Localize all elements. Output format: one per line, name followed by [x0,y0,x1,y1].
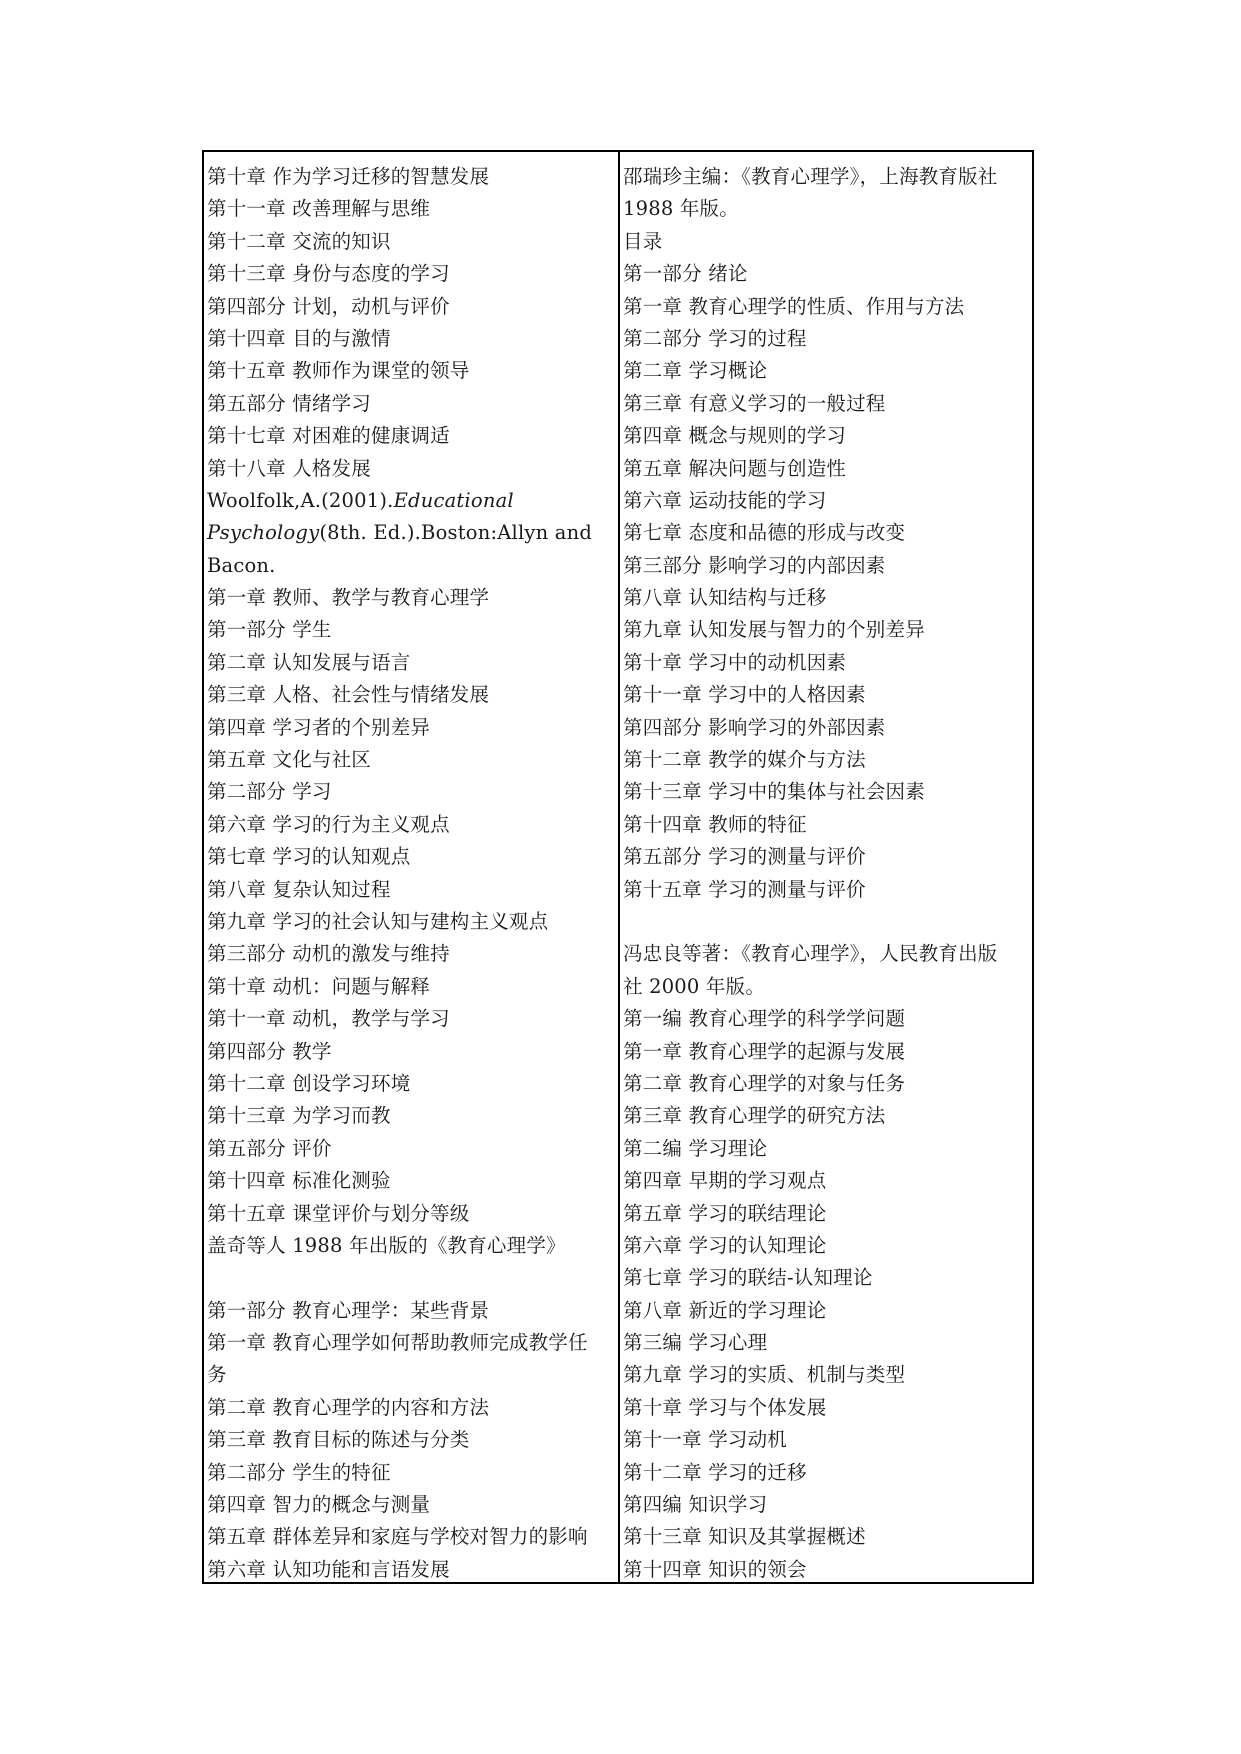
left-column-line: 第一部分 学生 [207,618,332,642]
right-column-line: 第二章 学习概论 [623,359,768,383]
right-column-line: 第七章 学习的联结-认知理论 [623,1266,873,1290]
right-column-line: 第三章 教育心理学的研究方法 [623,1104,886,1128]
left-column-line: 第十三章 为学习而教 [207,1104,391,1128]
left-column-line: 第十四章 标准化测验 [207,1169,391,1193]
table-of-contents-table [202,150,1034,1584]
left-column-line: 第十三章 身份与态度的学习 [207,262,450,286]
left-column-line: 第三部分 动机的激发与维持 [207,942,450,966]
right-column-line: 第三章 有意义学习的一般过程 [623,391,886,415]
right-column-line: 第一章 教育心理学的起源与发展 [623,1039,906,1063]
right-column-line: 第四部分 影响学习的外部因素 [623,715,886,739]
left-column-line: 第七章 学习的认知观点 [207,845,411,869]
right-column-line: 第五章 学习的联结理论 [623,1201,827,1225]
right-column-line: 第三编 学习心理 [623,1331,768,1355]
left-column-line: 盖奇等人 1988 年出版的《教育心理学》 [207,1233,566,1257]
right-column-line: 邵瑞珍主编：《教育心理学》，上海教育版社 [623,165,998,188]
right-column-line: 第七章 态度和品德的形成与改变 [623,521,906,545]
left-column-line: 第十一章 动机，教学与学习 [207,1007,450,1031]
right-column-line: 第二部分 学习的过程 [623,326,807,350]
left-column-line: 第十四章 目的与激情 [207,326,391,350]
right-column-line: 第一章 教育心理学的性质、作用与方法 [623,294,965,318]
right-column-line: 第十章 学习中的动机因素 [623,650,847,674]
left-column-line: 第六章 认知功能和言语发展 [207,1557,450,1581]
left-column-line: 第三章 人格、社会性与情绪发展 [207,683,490,707]
left-column-line: 第一章 教师、教学与教育心理学 [207,586,490,610]
right-column-line: 第二章 教育心理学的对象与任务 [623,1071,906,1095]
right-column-line: 第九章 学习的实质、机制与类型 [623,1363,906,1387]
left-column-line: 第五章 文化与社区 [207,748,371,772]
left-column-line: 第十章 作为学习迁移的智慧发展 [207,165,490,188]
right-column-line: 第五章 解决问题与创造性 [623,456,847,480]
left-column-line: 第九章 学习的社会认知与建构主义观点 [207,909,549,933]
left-column-line: 第三章 教育目标的陈述与分类 [207,1428,470,1452]
left-column-line [207,1262,618,1294]
right-column-line: 第四章 概念与规则的学习 [623,424,847,448]
left-column-line: 第二部分 学习 [207,780,332,804]
right-column-line: 第十三章 学习中的集体与社会因素 [623,780,925,804]
right-column-line: 第十三章 知识及其掌握概述 [623,1525,866,1549]
left-column-line: 第十二章 创设学习环境 [207,1071,411,1095]
left-column-line: 第十五章 课堂评价与划分等级 [207,1201,470,1225]
italic-title-fragment: Psychology [207,521,320,545]
right-column-line: 第十二章 学习的迁移 [623,1460,807,1484]
left-column-line: 第五部分 评价 [207,1136,332,1160]
right-column-line: 第六章 运动技能的学习 [623,488,827,512]
left-column-line: 第五部分 情绪学习 [207,391,371,415]
left-column-line: 第十一章 改善理解与思维 [207,197,431,221]
left-column [204,152,620,1582]
right-column-line: 冯忠良等著：《教育心理学》，人民教育出版 [623,942,998,966]
right-column-line: 第四章 早期的学习观点 [623,1169,827,1193]
right-column-line: 第十四章 知识的领会 [623,1557,807,1581]
right-column-line: 第十一章 学习动机 [623,1428,787,1452]
left-column-line: 第六章 学习的行为主义观点 [207,812,450,836]
right-column-line: 第八章 认知结构与迁移 [623,586,827,610]
left-column-line: 第十七章 对困难的健康调适 [207,424,450,448]
right-column-line: 第八章 新近的学习理论 [623,1298,827,1322]
right-column-line: 目录 [623,229,663,253]
left-column-line: 第二章 教育心理学的内容和方法 [207,1395,490,1419]
left-column-line: 第四章 智力的概念与测量 [207,1493,431,1517]
left-column-line: Bacon. [207,553,276,577]
left-column-line: 第二部分 学生的特征 [207,1460,391,1484]
left-column-line: 第四部分 教学 [207,1039,332,1063]
right-column-line: 第九章 认知发展与智力的个别差异 [623,618,925,642]
italic-title-fragment: Educational [393,488,514,512]
left-column-line: 第十二章 交流的知识 [207,229,391,253]
right-column-line: 第四编 知识学习 [623,1493,768,1517]
left-column-line: 第四部分 计划，动机与评价 [207,294,450,318]
left-column-line: 第十八章 人格发展 [207,456,371,480]
right-column-line: 第三部分 影响学习的内部因素 [623,553,886,577]
right-column-line: 第五部分 学习的测量与评价 [623,845,866,869]
left-column-line: 第一章 教育心理学如何帮助教师完成教学任 [207,1331,588,1355]
left-column-line: 第一部分 教育心理学：某些背景 [207,1298,490,1322]
left-column-line: 第八章 复杂认知过程 [207,877,391,901]
left-column-line: Psychology(8th. Ed.).Boston:Allyn and [207,521,593,545]
left-column-line: 第二章 认知发展与语言 [207,650,411,674]
right-column-line: 第十一章 学习中的人格因素 [623,683,866,707]
right-column-line: 第一部分 绪论 [623,262,748,286]
right-column-line: 第六章 学习的认知理论 [623,1233,827,1257]
left-column-line: 务 [207,1363,227,1387]
right-column-line: 第十二章 教学的媒介与方法 [623,748,866,772]
right-column [620,152,1032,1582]
left-column-line: 第十章 动机：问题与解释 [207,974,431,998]
right-column-line [623,906,1032,938]
right-column-line: 社 2000 年版。 [623,974,766,998]
left-column-line: 第十五章 教师作为课堂的领导 [207,359,470,383]
left-column-line: 第五章 群体差异和家庭与学校对智力的影响 [207,1525,588,1549]
right-column-line: 1988 年版。 [623,197,739,221]
right-column-line: 第十五章 学习的测量与评价 [623,877,866,901]
right-column-line: 第二编 学习理论 [623,1136,768,1160]
left-column-line: Woolfolk,A.(2001).Educational [207,488,514,512]
right-column-line: 第一编 教育心理学的科学学问题 [623,1007,906,1031]
left-column-line: 第四章 学习者的个别差异 [207,715,431,739]
right-column-line: 第十四章 教师的特征 [623,812,807,836]
right-column-line: 第十章 学习与个体发展 [623,1395,827,1419]
